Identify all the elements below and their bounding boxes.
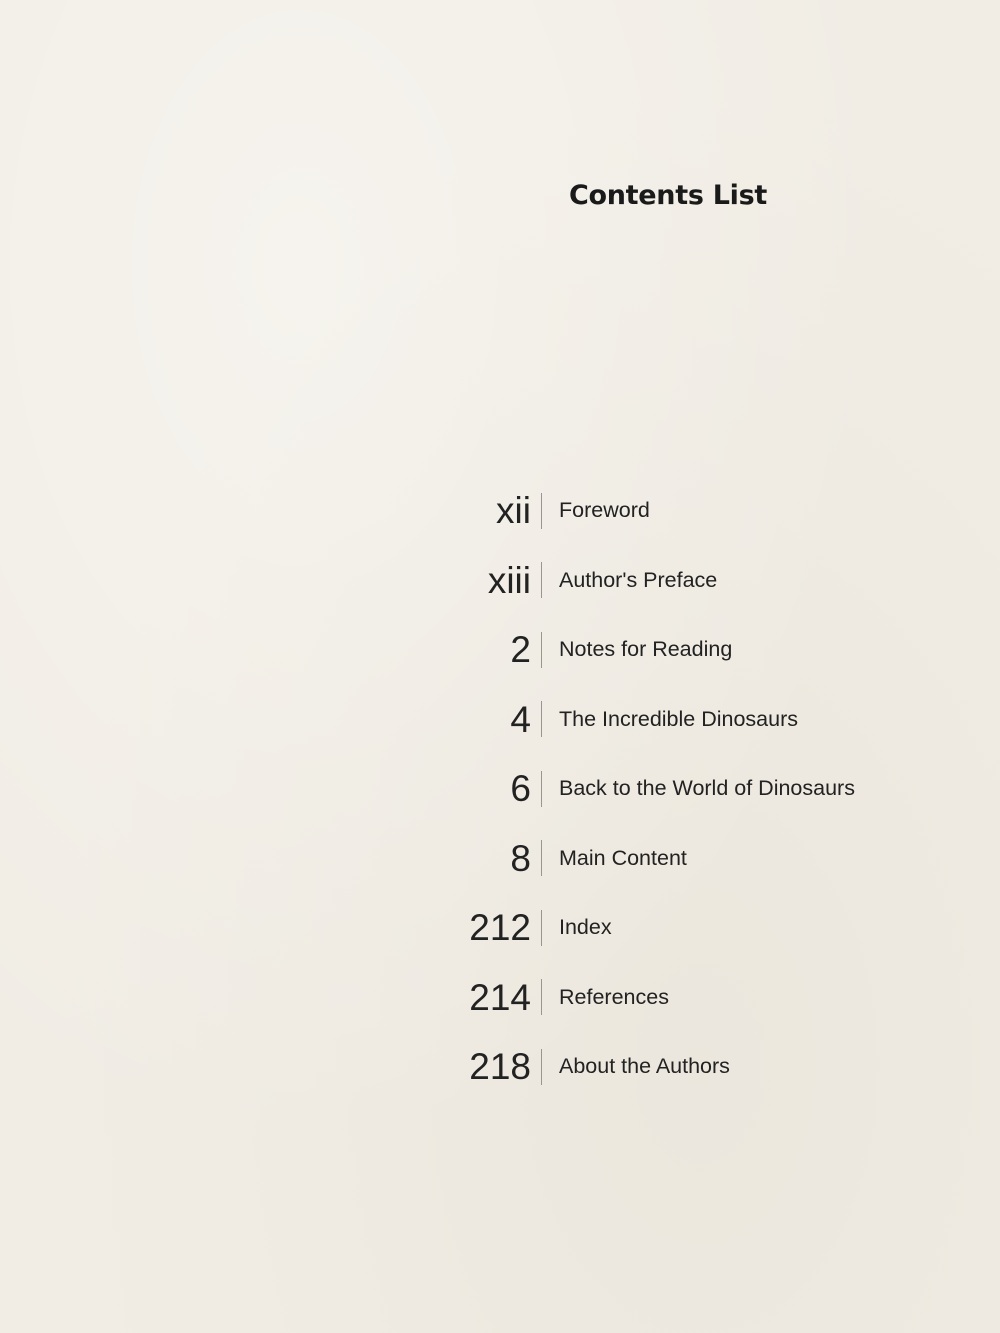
toc-entry-label: About the Authors (559, 1054, 730, 1078)
toc-entry-label: Notes for Reading (559, 637, 733, 661)
toc-entry-references (440, 963, 960, 1033)
toc-entry-label: The Incredible Dinosaurs (559, 706, 799, 731)
toc-entry-main-content (440, 824, 960, 894)
toc-entry-label: Main Content (559, 845, 687, 870)
toc-entry-about-the-authors (440, 1032, 960, 1102)
toc-page-number: 212 (469, 907, 531, 949)
toc-entry-label: Index (559, 915, 612, 939)
toc-page-number: xii (496, 490, 531, 532)
toc-entry-back-to-world-of-dinosaurs (440, 754, 960, 824)
toc-entry-label: Back to the World of Dinosaurs (559, 776, 855, 800)
toc-page-number: 8 (510, 837, 531, 879)
toc-entry-notes-for-reading (440, 615, 960, 685)
toc-page-number: 6 (510, 768, 531, 810)
toc-page-number: xiii (487, 559, 531, 601)
toc-page-number: 218 (469, 1046, 531, 1088)
toc-page-number: 214 (469, 976, 531, 1018)
toc-entry-authors-preface (440, 546, 960, 616)
toc-entry-label: Foreword (559, 498, 650, 522)
toc-entry-label: Author's Preface (559, 567, 718, 592)
toc-page-number: 4 (510, 698, 531, 740)
toc-entry-index (440, 893, 960, 963)
toc-page-number: 2 (510, 629, 531, 671)
contents-list (440, 476, 960, 1102)
toc-entry-foreword (440, 476, 960, 546)
toc-entry-label: References (559, 984, 669, 1009)
page-title: Contents List (569, 180, 767, 211)
toc-entry-incredible-dinosaurs (440, 685, 960, 755)
